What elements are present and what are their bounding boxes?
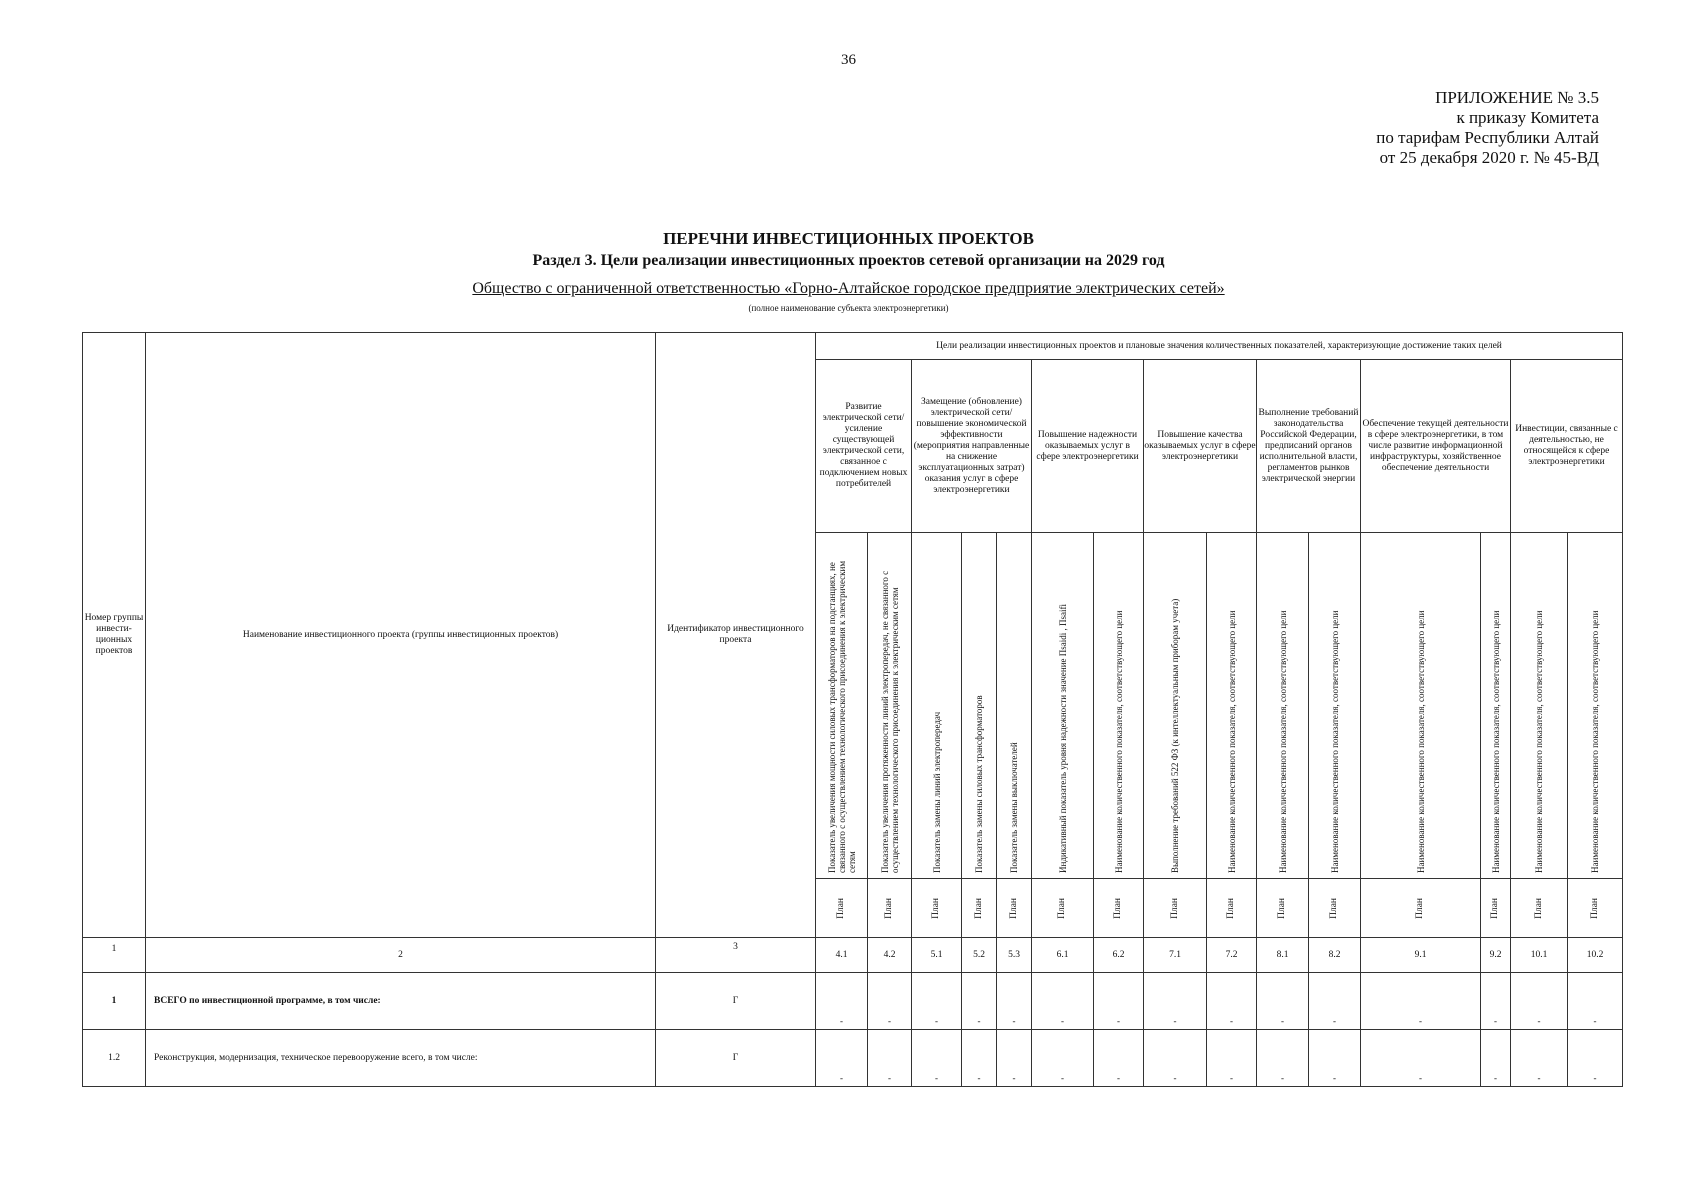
plan-header: [1361, 879, 1481, 938]
row-value: -: [1207, 973, 1257, 1030]
row-value: -: [1309, 973, 1361, 1030]
plan-label: План: [1169, 897, 1180, 919]
title-block: [0, 228, 1697, 314]
row-value: -: [1511, 1030, 1568, 1087]
row-value: -: [816, 1030, 868, 1087]
organization-note: (полное наименование субъекта электроэнергетики): [748, 303, 949, 313]
column-number: 9.1: [1361, 938, 1481, 973]
row-value: -: [912, 1030, 962, 1087]
row-value: -: [868, 1030, 912, 1087]
row-value: -: [1511, 973, 1568, 1030]
row-value: -: [1144, 1030, 1207, 1087]
row-value: -: [1481, 973, 1511, 1030]
appendix-line: по тарифам Республики Алтай: [1376, 128, 1599, 147]
column-number: 1: [83, 938, 146, 973]
row-value: -: [1257, 1030, 1309, 1087]
column-number: 3: [656, 938, 816, 973]
column-number: 2: [146, 938, 656, 973]
indicator-header: [1568, 533, 1623, 879]
plan-label: План: [1329, 897, 1339, 919]
row-value: -: [1257, 973, 1309, 1030]
section-title: Раздел 3. Цели реализации инвестиционных проектов сетевой организации на 2029 год: [532, 252, 1165, 269]
indicator-header: [1144, 533, 1207, 879]
plan-header: [1481, 879, 1511, 938]
indicator-label: Показатель увеличения мощности силовых трансформаторов на подстанциях, не связанного с осуществлением технологического присоединения к электрическим сетям: [826, 560, 857, 873]
appendix-line: ПРИЛОЖЕНИЕ № 3.5: [1435, 88, 1599, 107]
indicator-header: [868, 533, 912, 879]
table-row: [83, 973, 1623, 1030]
header-goals: Цели реализации инвестиционных проектов и плановые значения количественных показателей, характеризующие достижение таких целей: [816, 333, 1623, 360]
column-number: 7.1: [1144, 938, 1207, 973]
indicator-label: Показатель увеличения протяженности линий электропередач, не связанного с осуществлением технологического присоединения к электрическим сетям: [879, 570, 900, 873]
row-project-name: Реконструкция, модернизация, техническое перевооружение всего, в том числе:: [146, 1030, 656, 1087]
plan-label: План: [1589, 897, 1600, 919]
document-title: ПЕРЕЧНИ ИНВЕСТИЦИОННЫХ ПРОЕКТОВ: [663, 229, 1034, 248]
plan-header: [1511, 879, 1568, 938]
header-group-number: Номер группы инвести-ционных проектов: [83, 333, 146, 938]
plan-label: План: [836, 897, 846, 919]
column-number-row: [83, 938, 1623, 973]
plan-header: [1144, 879, 1207, 938]
indicator-header: [912, 533, 962, 879]
plan-header: [1309, 879, 1361, 938]
row-value: -: [1568, 973, 1623, 1030]
column-number: 7.2: [1207, 938, 1257, 973]
column-number: 8.1: [1257, 938, 1309, 973]
header-identifier: Идентификатор инвестиционного проекта: [656, 333, 816, 938]
row-value: -: [997, 1030, 1032, 1087]
indicator-header: [962, 533, 997, 879]
column-number: 6.2: [1094, 938, 1144, 973]
appendix-block: [1376, 88, 1599, 168]
indicator-header: [1481, 533, 1511, 879]
row-number: 1: [83, 973, 146, 1030]
row-value: -: [1032, 1030, 1094, 1087]
plan-header: [816, 879, 868, 938]
row-value: -: [962, 973, 997, 1030]
row-value: -: [1144, 973, 1207, 1030]
column-number: 10.2: [1568, 938, 1623, 973]
page-number: 36: [841, 52, 856, 68]
plan-label: План: [884, 897, 894, 919]
plan-label: План: [1057, 897, 1067, 919]
column-number: 5.3: [997, 938, 1032, 973]
goal-group-header: Развитие электрической сети/усиление существующей электрической сети, связанное с подключением новых потребителей: [816, 360, 912, 533]
indicator-label: Наименование количественного показателя, соответствующего цели: [1490, 610, 1501, 873]
row-value: -: [868, 973, 912, 1030]
indicator-label: Наименование количественного показателя, соответствующего цели: [1534, 610, 1544, 873]
indicator-label: Наименование количественного показателя, соответствующего цели: [1277, 610, 1288, 873]
indicator-label: Наименование количественного показателя, соответствующего цели: [1590, 610, 1600, 873]
appendix-line: от 25 декабря 2020 г. № 45-ВД: [1379, 148, 1599, 167]
indicator-header: [1511, 533, 1568, 879]
goal-group-header: Выполнение требований законодательства Российской Федерации, предписаний органов исполнительной власти, регламентов рынков электрической энергии: [1257, 360, 1361, 533]
investment-goals-table: [82, 332, 1623, 1087]
goal-group-header: Повышение качества оказываемых услуг в сфере электроэнергетики: [1144, 360, 1257, 533]
header-project-name: Наименование инвестиционного проекта (группы инвестиционных проектов): [146, 333, 656, 938]
indicator-header: [1094, 533, 1144, 879]
plan-header: [912, 879, 962, 938]
plan-header: [997, 879, 1032, 938]
indicator-label: Показатель замены линий электропередач: [931, 711, 942, 873]
indicator-header: [997, 533, 1032, 879]
indicator-header: [816, 533, 868, 879]
column-number: 4.1: [816, 938, 868, 973]
row-identifier: Г: [656, 973, 816, 1030]
goal-group-header: Обеспечение текущей деятельности в сфере электроэнергетики, в том числе развитие информационной инфраструктуры, хозяйственное обеспечение деятельности: [1361, 360, 1511, 533]
plan-header: [1257, 879, 1309, 938]
row-value: -: [997, 973, 1032, 1030]
organization-name: Общество с ограниченной ответственностью «Горно-Алтайское городское предприятие электрических сетей»: [472, 280, 1225, 297]
plan-header: [1207, 879, 1257, 938]
indicator-label: Наименование количественного показателя, соответствующего цели: [1113, 610, 1124, 873]
indicator-label: Показатель замены силовых трансформаторов: [974, 695, 984, 873]
plan-label: План: [1277, 897, 1287, 919]
column-number: 8.2: [1309, 938, 1361, 973]
indicator-label: Наименование количественного показателя, соответствующего цели: [1329, 610, 1340, 873]
row-value: -: [816, 973, 868, 1030]
row-value: -: [1481, 1030, 1511, 1087]
goal-group-header: Повышение надежности оказываемых услуг в сфере электроэнергетики: [1032, 360, 1144, 533]
plan-label: План: [931, 897, 941, 919]
plan-label: План: [1415, 897, 1425, 919]
row-number: 1.2: [83, 1030, 146, 1087]
indicator-header: [1032, 533, 1094, 879]
row-value: -: [1032, 973, 1094, 1030]
table-row: [83, 1030, 1623, 1087]
indicator-label: Наименование количественного показателя, соответствующего цели: [1415, 610, 1426, 873]
column-number: 5.1: [912, 938, 962, 973]
goal-group-header: Замещение (обновление) электрической сети/повышение экономической эффективности (мероприятия направленные на снижение эксплуатационных затрат) оказания услуг в сфере электроэнергетики: [912, 360, 1032, 533]
indicator-label: Индикативный показатель уровня надежности значение Пsaidi , Пsaifi: [1057, 603, 1068, 873]
row-value: -: [1094, 1030, 1144, 1087]
row-value: -: [1361, 973, 1481, 1030]
column-number: 6.1: [1032, 938, 1094, 973]
indicator-header: [1361, 533, 1481, 879]
plan-header: [1568, 879, 1623, 938]
row-value: -: [1094, 973, 1144, 1030]
column-number: 9.2: [1481, 938, 1511, 973]
plan-header: [962, 879, 997, 938]
plan-label: План: [1226, 897, 1236, 919]
plan-header: [1032, 879, 1094, 938]
plan-label: План: [1533, 897, 1544, 919]
indicator-header: [1207, 533, 1257, 879]
plan-header: [868, 879, 912, 938]
row-value: -: [962, 1030, 997, 1087]
row-value: -: [1309, 1030, 1361, 1087]
row-value: -: [1361, 1030, 1481, 1087]
plan-label: План: [973, 897, 984, 919]
indicator-label: Выполнение требований 522 ФЗ (к интеллектуальным приборам учета): [1170, 598, 1180, 873]
row-identifier: Г: [656, 1030, 816, 1087]
header-row-goals: [83, 333, 1623, 360]
column-number: 5.2: [962, 938, 997, 973]
plan-label: План: [1008, 897, 1019, 919]
goal-group-header: Инвестиции, связанные с деятельностью, не относящейся к сфере электроэнергетики: [1511, 360, 1623, 533]
plan-header: [1094, 879, 1144, 938]
indicator-label: Наименование количественного показателя, соответствующего цели: [1226, 610, 1237, 873]
indicator-header: [1257, 533, 1309, 879]
indicator-header: [1309, 533, 1361, 879]
appendix-line: к приказу Комитета: [1456, 108, 1599, 127]
column-number: 10.1: [1511, 938, 1568, 973]
indicator-label: Показатель замены выключателей: [1009, 742, 1019, 873]
row-value: -: [1568, 1030, 1623, 1087]
plan-label: План: [1490, 897, 1500, 919]
row-value: -: [1207, 1030, 1257, 1087]
column-number: 4.2: [868, 938, 912, 973]
row-value: -: [912, 973, 962, 1030]
row-project-name: ВСЕГО по инвестиционной программе, в том числе:: [146, 973, 656, 1030]
plan-label: План: [1113, 897, 1123, 919]
